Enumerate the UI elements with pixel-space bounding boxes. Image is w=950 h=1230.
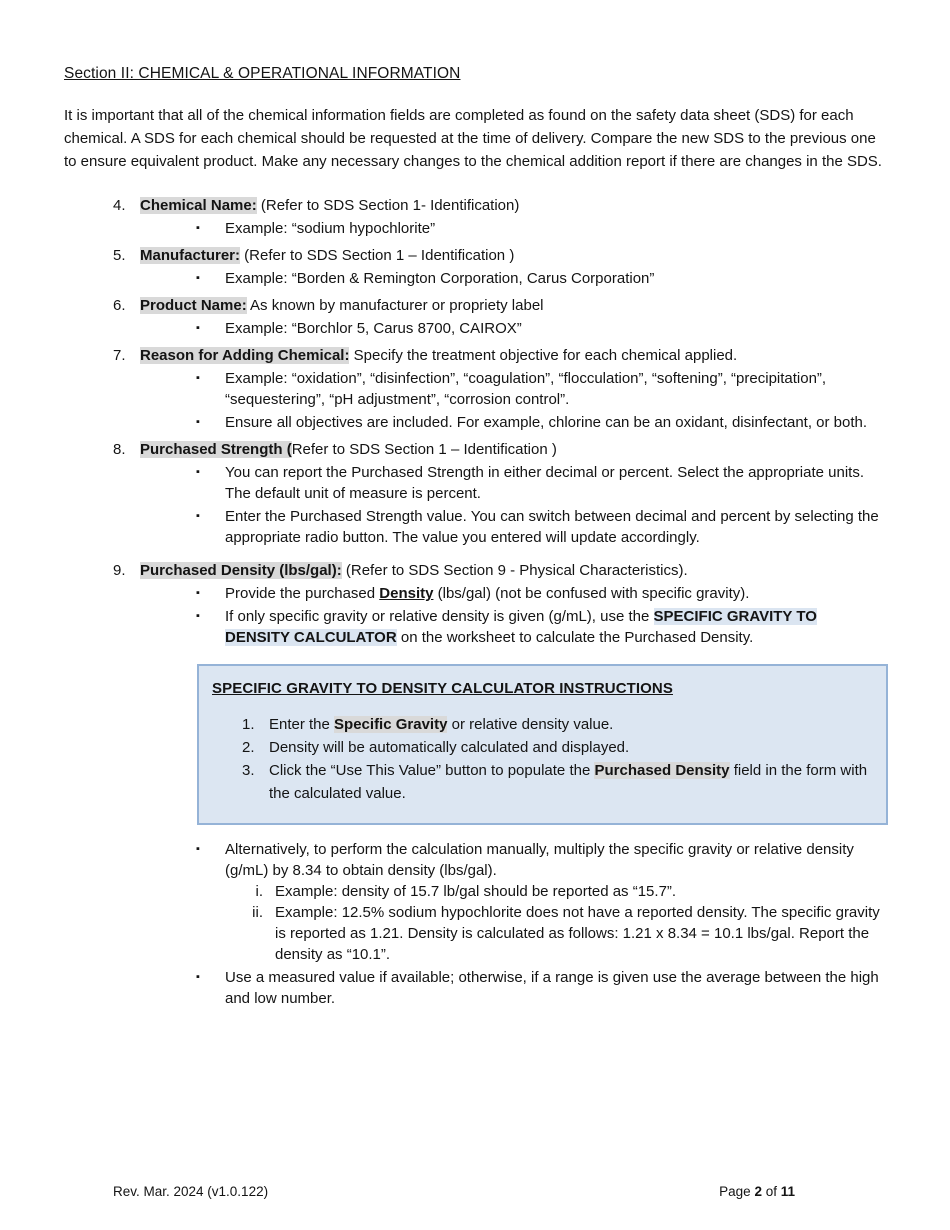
step-number: 1.: [242, 716, 255, 733]
text-run: Purchased Strength (: [140, 441, 292, 458]
bullet-marker: ▪: [196, 222, 200, 234]
bullet-marker: ▪: [196, 372, 200, 384]
bullet-text: [225, 318, 886, 339]
numbered-list: [113, 195, 886, 1009]
calculator-step: [242, 759, 868, 805]
item-content: [140, 195, 886, 239]
roman-text: [275, 902, 886, 965]
text-run: Example: 12.5% sodium hypochlorite does not have a reported density. The specific gravity is reported as 1.21. Density is calculated as follows: 1.21 x 8.34 = 10.1 lbs/gal. Report the density as “10.1”.: [275, 904, 880, 963]
bullet-item: [140, 462, 886, 504]
bullet-marker: ▪: [196, 416, 200, 428]
bullet-item: [140, 583, 886, 604]
text-run: 11: [780, 1184, 795, 1199]
bullet-text: [225, 268, 886, 289]
text-run: Ensure all objectives are included. For example, chlorine can be an oxidant, disinfectant, or both.: [225, 414, 868, 431]
text-run: Click the “Use This Value” button to populate the: [269, 762, 595, 779]
bullet-marker: ▪: [196, 272, 200, 284]
footer-revision: Rev. Mar. 2024 (v1.0.122): [113, 1184, 269, 1199]
item-content: [140, 295, 886, 339]
item-number: 9.: [113, 562, 126, 579]
item-title: [140, 439, 886, 460]
step-number: 2.: [242, 739, 255, 756]
text-run: (lbs/gal) (not be confused with specific gravity).: [433, 585, 750, 602]
text-run: (Refer to SDS Section 1- Identification): [256, 197, 520, 214]
list-item: [113, 195, 886, 239]
bullet-item: [140, 268, 886, 289]
calculator-step: [242, 713, 868, 736]
bullet-marker: ▪: [196, 466, 200, 478]
text-run: Example: “Borden & Remington Corporation, Carus Corporation”: [225, 270, 655, 287]
footer-page-number: [719, 1183, 795, 1201]
text-run: Density: [379, 585, 434, 602]
item-number: 7.: [113, 347, 126, 364]
bullet-item: [140, 218, 886, 239]
bullet-marker: ▪: [196, 510, 200, 522]
calculator-step: [242, 736, 868, 759]
bullet-text: [225, 606, 886, 648]
bullet-text: [225, 412, 886, 433]
step-text: [269, 759, 868, 805]
item-number: 5.: [113, 247, 126, 264]
bullet-item: [140, 368, 886, 410]
bullet-marker: ▪: [196, 322, 200, 334]
text-run: SPECIFIC GRAVITY TO DENSITY CALCULATOR: [225, 608, 817, 646]
bullet-item: [140, 506, 886, 548]
page-footer: [0, 1183, 950, 1201]
list-item: [113, 560, 886, 1009]
calculator-box: [197, 664, 888, 825]
item-number: 8.: [113, 441, 126, 458]
text-run: Example: “sodium hypochlorite”: [225, 220, 436, 237]
text-run: 2: [754, 1184, 762, 1199]
item-title: [140, 560, 886, 581]
text-run: Purchased Density: [594, 762, 730, 779]
text-run: of: [761, 1184, 781, 1199]
item-title: [140, 195, 886, 216]
roman-marker: i.: [255, 883, 263, 900]
text-run: Refer to SDS Section 1 – Identification ): [291, 441, 557, 458]
text-run: (Refer to SDS Section 9 - Physical Characteristics).: [341, 562, 688, 579]
roman-text: [275, 881, 886, 902]
text-run: Use a measured value if available; otherwise, if a range is given use the average between the high and low number.: [225, 969, 879, 1007]
text-run: You can report the Purchased Strength in either decimal or percent. Select the appropriate units. The default unit of measure is percent.: [225, 464, 864, 502]
step-number: 3.: [242, 762, 255, 779]
item-content: [140, 560, 886, 1009]
text-run: Example: “Borchlor 5, Carus 8700, CAIROX”: [225, 320, 522, 337]
step-text: [269, 736, 868, 759]
text-run: field in the form with the calculated value.: [269, 762, 868, 802]
calculator-box-title: SPECIFIC GRAVITY TO DENSITY CALCULATOR INSTRUCTIONS: [212, 680, 673, 697]
bullet-item: [140, 839, 886, 881]
text-run: Provide the purchased: [225, 585, 380, 602]
text-run: (Refer to SDS Section 1 – Identification ): [240, 247, 515, 264]
list-item: [113, 439, 886, 548]
text-run: Chemical Name:: [140, 197, 257, 214]
bullet-marker: ▪: [196, 971, 200, 983]
text-run: Manufacturer:: [140, 247, 241, 264]
text-run: Purchased Density (lbs/gal):: [140, 562, 342, 579]
bullet-text: [225, 218, 886, 239]
bullet-text: [225, 368, 886, 410]
intro-paragraph: It is important that all of the chemical information fields are completed as found on the safety data sheet (SDS) for each chemical. A SDS for each chemical should be requested at the time of delivery. Compare the new SDS to the previous one to ensure equivalent product. Make any necessary changes to the chemical addition report if there are changes in the SDS.: [64, 107, 882, 170]
text-run: on the worksheet to calculate the Purchased Density.: [396, 629, 754, 646]
text-run: Enter the Purchased Strength value. You can switch between decimal and percent by selecting the appropriate radio button. The value you entered will update accordingly.: [225, 508, 879, 546]
bullet-item: [140, 967, 886, 1009]
bullet-item: [140, 412, 886, 433]
item-title: [140, 345, 886, 366]
section-heading: Section II: CHEMICAL & OPERATIONAL INFORMATION: [64, 65, 461, 82]
text-run: Enter the: [269, 716, 335, 733]
bullet-text: [225, 967, 886, 1009]
bullet-text: [225, 583, 886, 604]
text-run: or relative density value.: [447, 716, 614, 733]
item-content: [140, 245, 886, 289]
bullet-text: [225, 839, 886, 881]
bullet-text: [225, 506, 886, 548]
bullet-text: [225, 462, 886, 504]
bullet-item: [140, 606, 886, 648]
list-item: [113, 295, 886, 339]
text-run: Alternatively, to perform the calculation manually, multiply the specific gravity or relative density (g/mL) by 8.34 to obtain density (lbs/gal).: [225, 841, 854, 879]
text-run: Density will be automatically calculated and displayed.: [269, 739, 630, 756]
list-item: [113, 345, 886, 433]
roman-item: [140, 881, 886, 902]
text-run: Page: [719, 1184, 755, 1199]
item-content: [140, 439, 886, 548]
step-text: [269, 713, 868, 736]
roman-marker: ii.: [252, 904, 263, 921]
text-run: Product Name:: [140, 297, 247, 314]
text-run: Example: density of 15.7 lb/gal should be reported as “15.7”.: [275, 883, 677, 900]
item-title: [140, 295, 886, 316]
item-number: 4.: [113, 197, 126, 214]
text-run: As known by manufacturer or propriety label: [246, 297, 544, 314]
text-run: If only specific gravity or relative density is given (g/mL), use the: [225, 608, 654, 625]
item-title: [140, 245, 886, 266]
bullet-marker: ▪: [196, 843, 200, 855]
item-content: [140, 345, 886, 433]
text-run: Specific Gravity: [334, 716, 448, 733]
bullet-marker: ▪: [196, 610, 200, 622]
item-number: 6.: [113, 297, 126, 314]
text-run: Specify the treatment objective for each chemical applied.: [349, 347, 738, 364]
bullet-marker: ▪: [196, 587, 200, 599]
roman-item: [140, 902, 886, 965]
bullet-item: [140, 318, 886, 339]
list-item: [113, 245, 886, 289]
text-run: Example: “oxidation”, “disinfection”, “coagulation”, “flocculation”, “softening”, “precipitation”, “sequestering”, “pH adjustment”, “corrosion control”.: [225, 370, 827, 408]
text-run: Reason for Adding Chemical:: [140, 347, 350, 364]
